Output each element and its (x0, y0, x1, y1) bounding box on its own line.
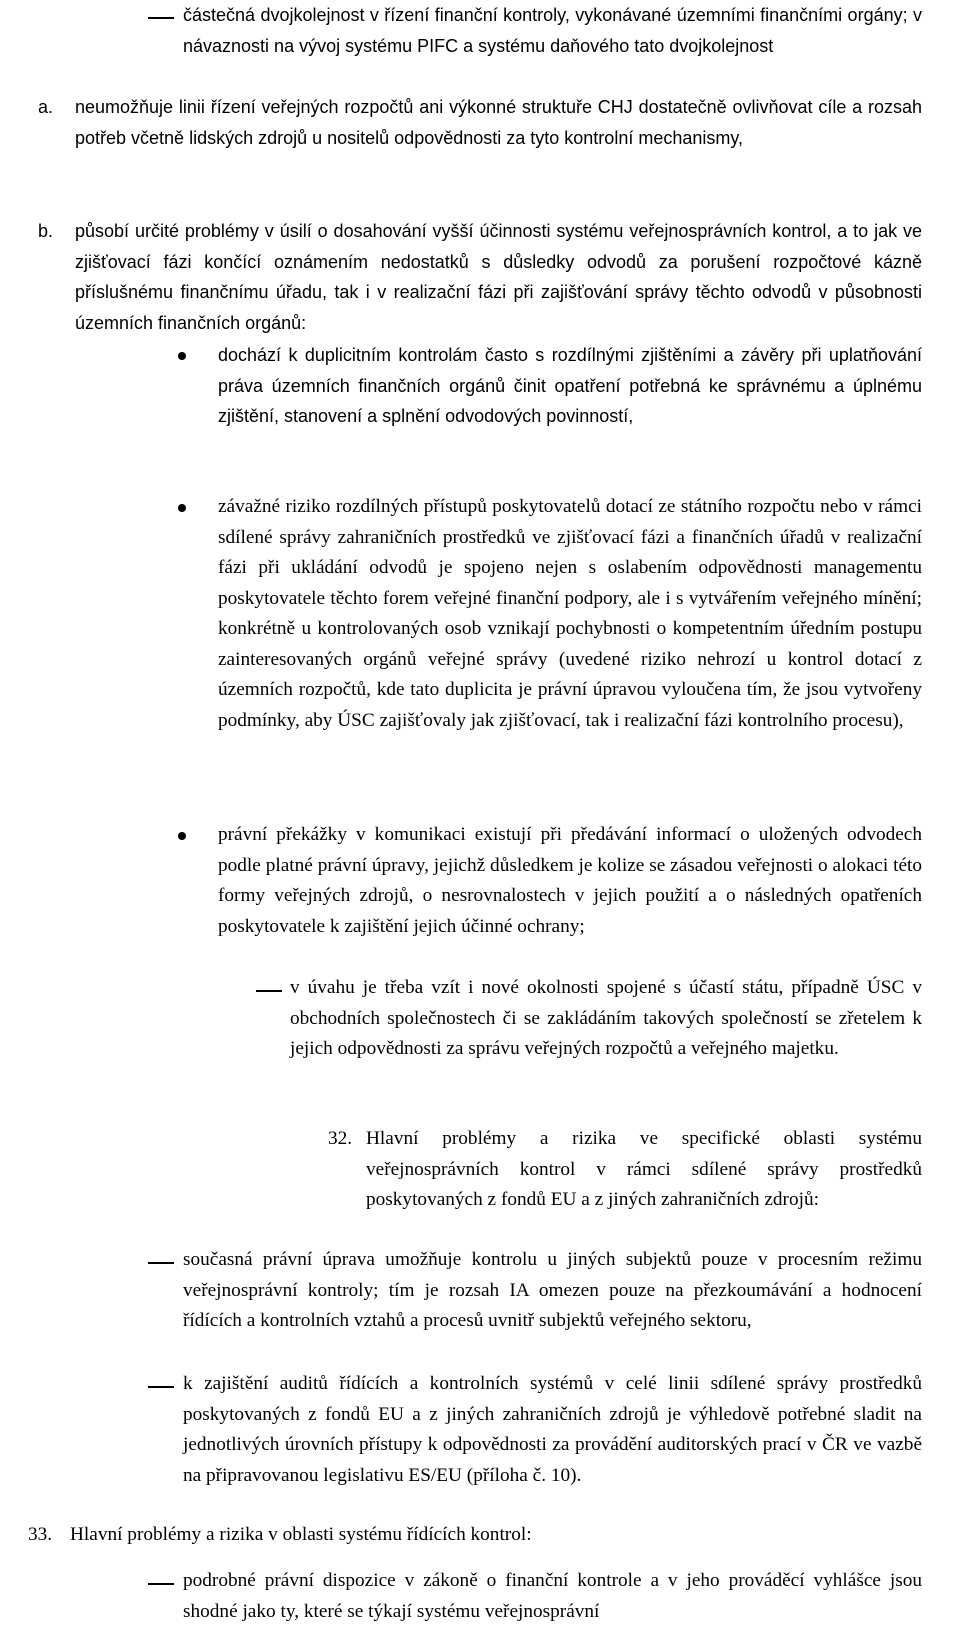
bullet-item-3: právní překážky v komunikaci existují při předávání informací o uložených odvodech podle platné právní úpravy, jejichž důsledkem je kolize se zásadou veřejnosti o alokaci této formy veřejných zdrojů, o nesrovnalostech v jejich použití a o následných opatřeních poskytovatele k zajištění jejich účinné ochrany; (218, 824, 922, 937)
sub-dash-item: v úvahu je třeba vzít i nové okolnosti spojené s účastí státu, případně ÚSC v obchodních společnostech či se zakládáním takových společností se zřetelem k jejich odpovědnosti za správu veřejných rozpočtů a veřejného majetku. (290, 977, 922, 1059)
section-number-33: 33. (28, 1524, 53, 1545)
bullet-item-2: závažné riziko rozdílných přístupů poskytovatelů dotací ze státního rozpočtu nebo v rámci sdílené správy zahraničních prostředků ve zjišťovací fázi a finančních úřadů v realizační fázi při ukládání odvodů je spojeno nejen s oslabením odpovědnosti managementu poskytovatele těchto forem veřejné finanční podpory, ale i s vytvářením veřejného mínění; konkrétně u kontrolovaných osob vznikají pochybnosti o kompetentním úředním postupu zainteresovaných orgánů veřejné správy (uvedené riziko nehrozí u kontrol dotací z územních rozpočtů, kde tato duplicita je právní úpravou vyloučena tím, že jsou vytvořeny podmínky, aby ÚSC zajišťovaly jak zjišťovací, tak i realizační fázi kontrolního procesu), (218, 496, 922, 731)
dash-marker (148, 1262, 174, 1264)
bullet-icon (178, 352, 186, 360)
bullet-item-1: dochází k duplicitním kontrolám často s rozdílnými zjištěními a závěry při uplatňování práva územních finančních orgánů činit opatření potřebná ke správnému a úplnému zjištění, stanovení a splnění odvodových povinností, (218, 345, 922, 426)
dash-item-32a: současná právní úprava umožňuje kontrolu u jiných subjektů pouze v procesním režimu veřejnosprávní kontroly; tím je rozsah IA omezen pouze na přezkoumávání a hodnocení řídících a kontrolních vztahů a procesů uvnitř subjektů veřejného sektoru, (183, 1249, 922, 1331)
dash-item-32b: k zajištění auditů řídících a kontrolních systémů v celé linii sdílené správy prostředků poskytovaných z fondů EU a z jiných zahraničních zdrojů je výhledově potřebné sladit na jednotlivých úrovních přístupy k odpovědnosti za provádění auditorských prací v ČR ve vazbě na připravovanou legislativu ES/EU (příloha č. 10). (183, 1373, 922, 1486)
dash-marker (148, 1386, 174, 1388)
dash-item-33a: podrobné právní dispozice v zákoně o finanční kontrole a v jeho prováděcí vyhlášce jsou shodné jako ty, které se týkají systému veřejnosprávní (183, 1570, 922, 1622)
section-number-32: 32. (328, 1128, 353, 1149)
list-item-a: neumožňuje linii řízení veřejných rozpočtů ani výkonné struktuře CHJ dostatečně ovlivňovat cíle a rozsah potřeb včetně lidských zdrojů u nositelů odpovědnosti za tyto kontrolní mechanismy, (75, 97, 922, 148)
bullet-icon (178, 832, 186, 840)
list-item-b: působí určité problémy v úsilí o dosahování vyšší účinnosti systému veřejnosprávních kontrol, a to jak ve zjišťovací fázi končící oznámením nedostatků s důsledky odvodů za porušení rozpočtové kázně příslušnému finančnímu úřadu, tak i v realizační fázi při zajišťování správy těchto odvodů v působnosti územních finančních orgánů: (75, 221, 922, 333)
dash-marker (148, 17, 174, 19)
dash-marker (256, 990, 282, 992)
section-heading-32: Hlavní problémy a rizika ve specifické oblasti systému veřejnosprávních kontrol v rámci sdílené správy prostředků poskytovaných z fondů EU a z jiných zahraničních zdrojů: (366, 1128, 922, 1210)
dash-marker (148, 1583, 174, 1585)
list-item-dash-top: částečná dvojkolejnost v řízení finanční kontroly, vykonávané územními finančními orgány; v návaznosti na vývoj systému PIFC a systému daňového tato dvojkolejnost (183, 5, 922, 56)
bullet-icon (178, 504, 186, 512)
section-heading-33: Hlavní problémy a rizika v oblasti systému řídících kontrol: (70, 1524, 532, 1545)
list-marker-a: a. (38, 97, 54, 117)
list-marker-b: b. (38, 221, 54, 241)
